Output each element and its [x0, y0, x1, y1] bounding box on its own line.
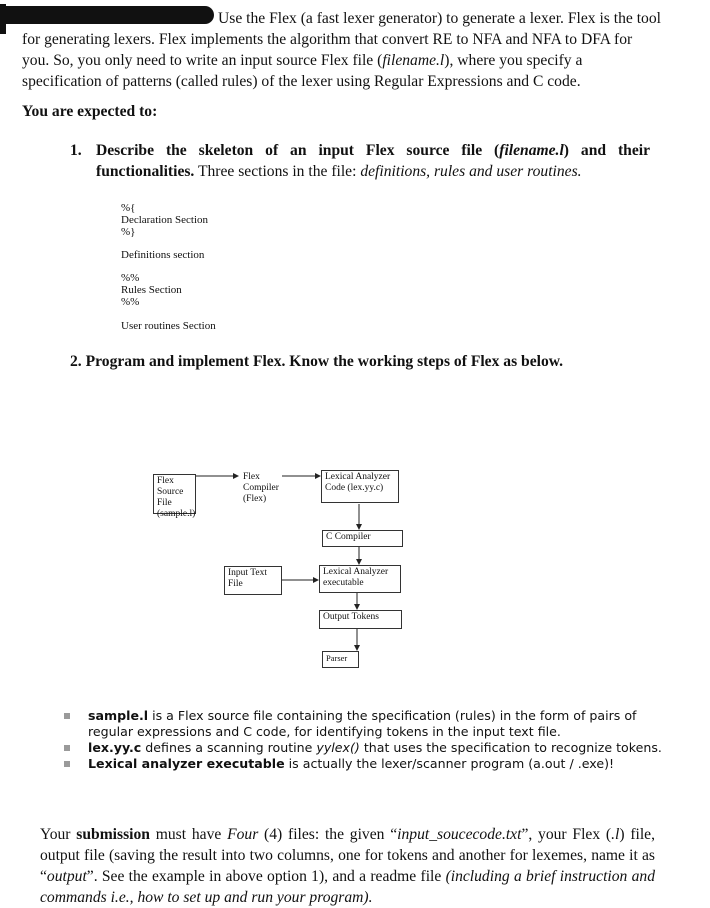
c-compiler-box: C Compiler — [322, 530, 403, 547]
flex-source-box: Flex Source File (sample.l) — [153, 474, 196, 514]
bullet-item: lex.yy.c defines a scanning routine yylex() that uses the specification to recognize tokens. — [64, 740, 664, 756]
input-text-box: Input Text File — [224, 566, 282, 595]
bullet-marker — [64, 713, 70, 719]
output-tokens-box: Output Tokens — [319, 610, 402, 629]
item-1-text: Describe the skeleton of an input Flex source file (filename.l) and their functionalities. Three sections in the file: definitions, rules and user routines. — [96, 142, 650, 180]
bullet-item: sample.l is a Flex source file containing the specification (rules) in the form of pairs of regular expressions and C code, for identifying tokens in the input text file. — [64, 708, 664, 740]
list-item-2: 2. Program and implement Flex. Know the working steps of Flex as below. — [70, 353, 564, 370]
skeleton-line: Definitions section — [121, 249, 205, 261]
skeleton-line: Declaration Section — [121, 214, 209, 226]
intro-paragraph: Use the Flex (a fast lexer generator) to generate a lexer. Flex is the tool for generating lexers. Flex implements the algorithm that convert RE to NFA and NFA to DFA for you. So, you only need to write an input source Flex file (filename.l), where you specify a specification of patterns (called rules) of the lexer using Regular Expressions and C code. — [22, 10, 661, 90]
skeleton-line: Rules Section — [121, 284, 182, 296]
bullet-item: Lexical analyzer executable is actually the lexer/scanner program (a.out / .exe)! — [64, 756, 664, 772]
bullet-marker — [64, 761, 70, 767]
bullet-list — [64, 708, 664, 772]
expected-heading: You are expected to: — [22, 103, 158, 120]
parser-box: Parser — [322, 651, 359, 668]
item-number: 1. — [70, 142, 82, 159]
bullet-marker — [64, 745, 70, 751]
skeleton-line: User routines Section — [121, 320, 216, 332]
submission-paragraph: Your submission must have Four (4) files: the given “input_soucecode.txt”, your Flex (.l) file, output file (saving the result into two columns, one for tokens and another for lexemes, name it as “output”. See the example in above option 1), and a readme file (including a brief instruction and commands i.e., how to set up and run your program). — [40, 826, 655, 906]
skeleton-line: %{ — [121, 202, 136, 214]
skeleton-line: %% — [121, 272, 140, 284]
lexical-exec-box: Lexical Analyzer executable — [319, 565, 401, 593]
skeleton-line: %} — [121, 226, 136, 238]
flex-compiler-box: Flex Compiler (Flex) — [239, 470, 282, 514]
lexical-code-box: Lexical Analyzer Code (lex.yy.c) — [321, 470, 399, 503]
skeleton-line: %% — [121, 296, 140, 308]
